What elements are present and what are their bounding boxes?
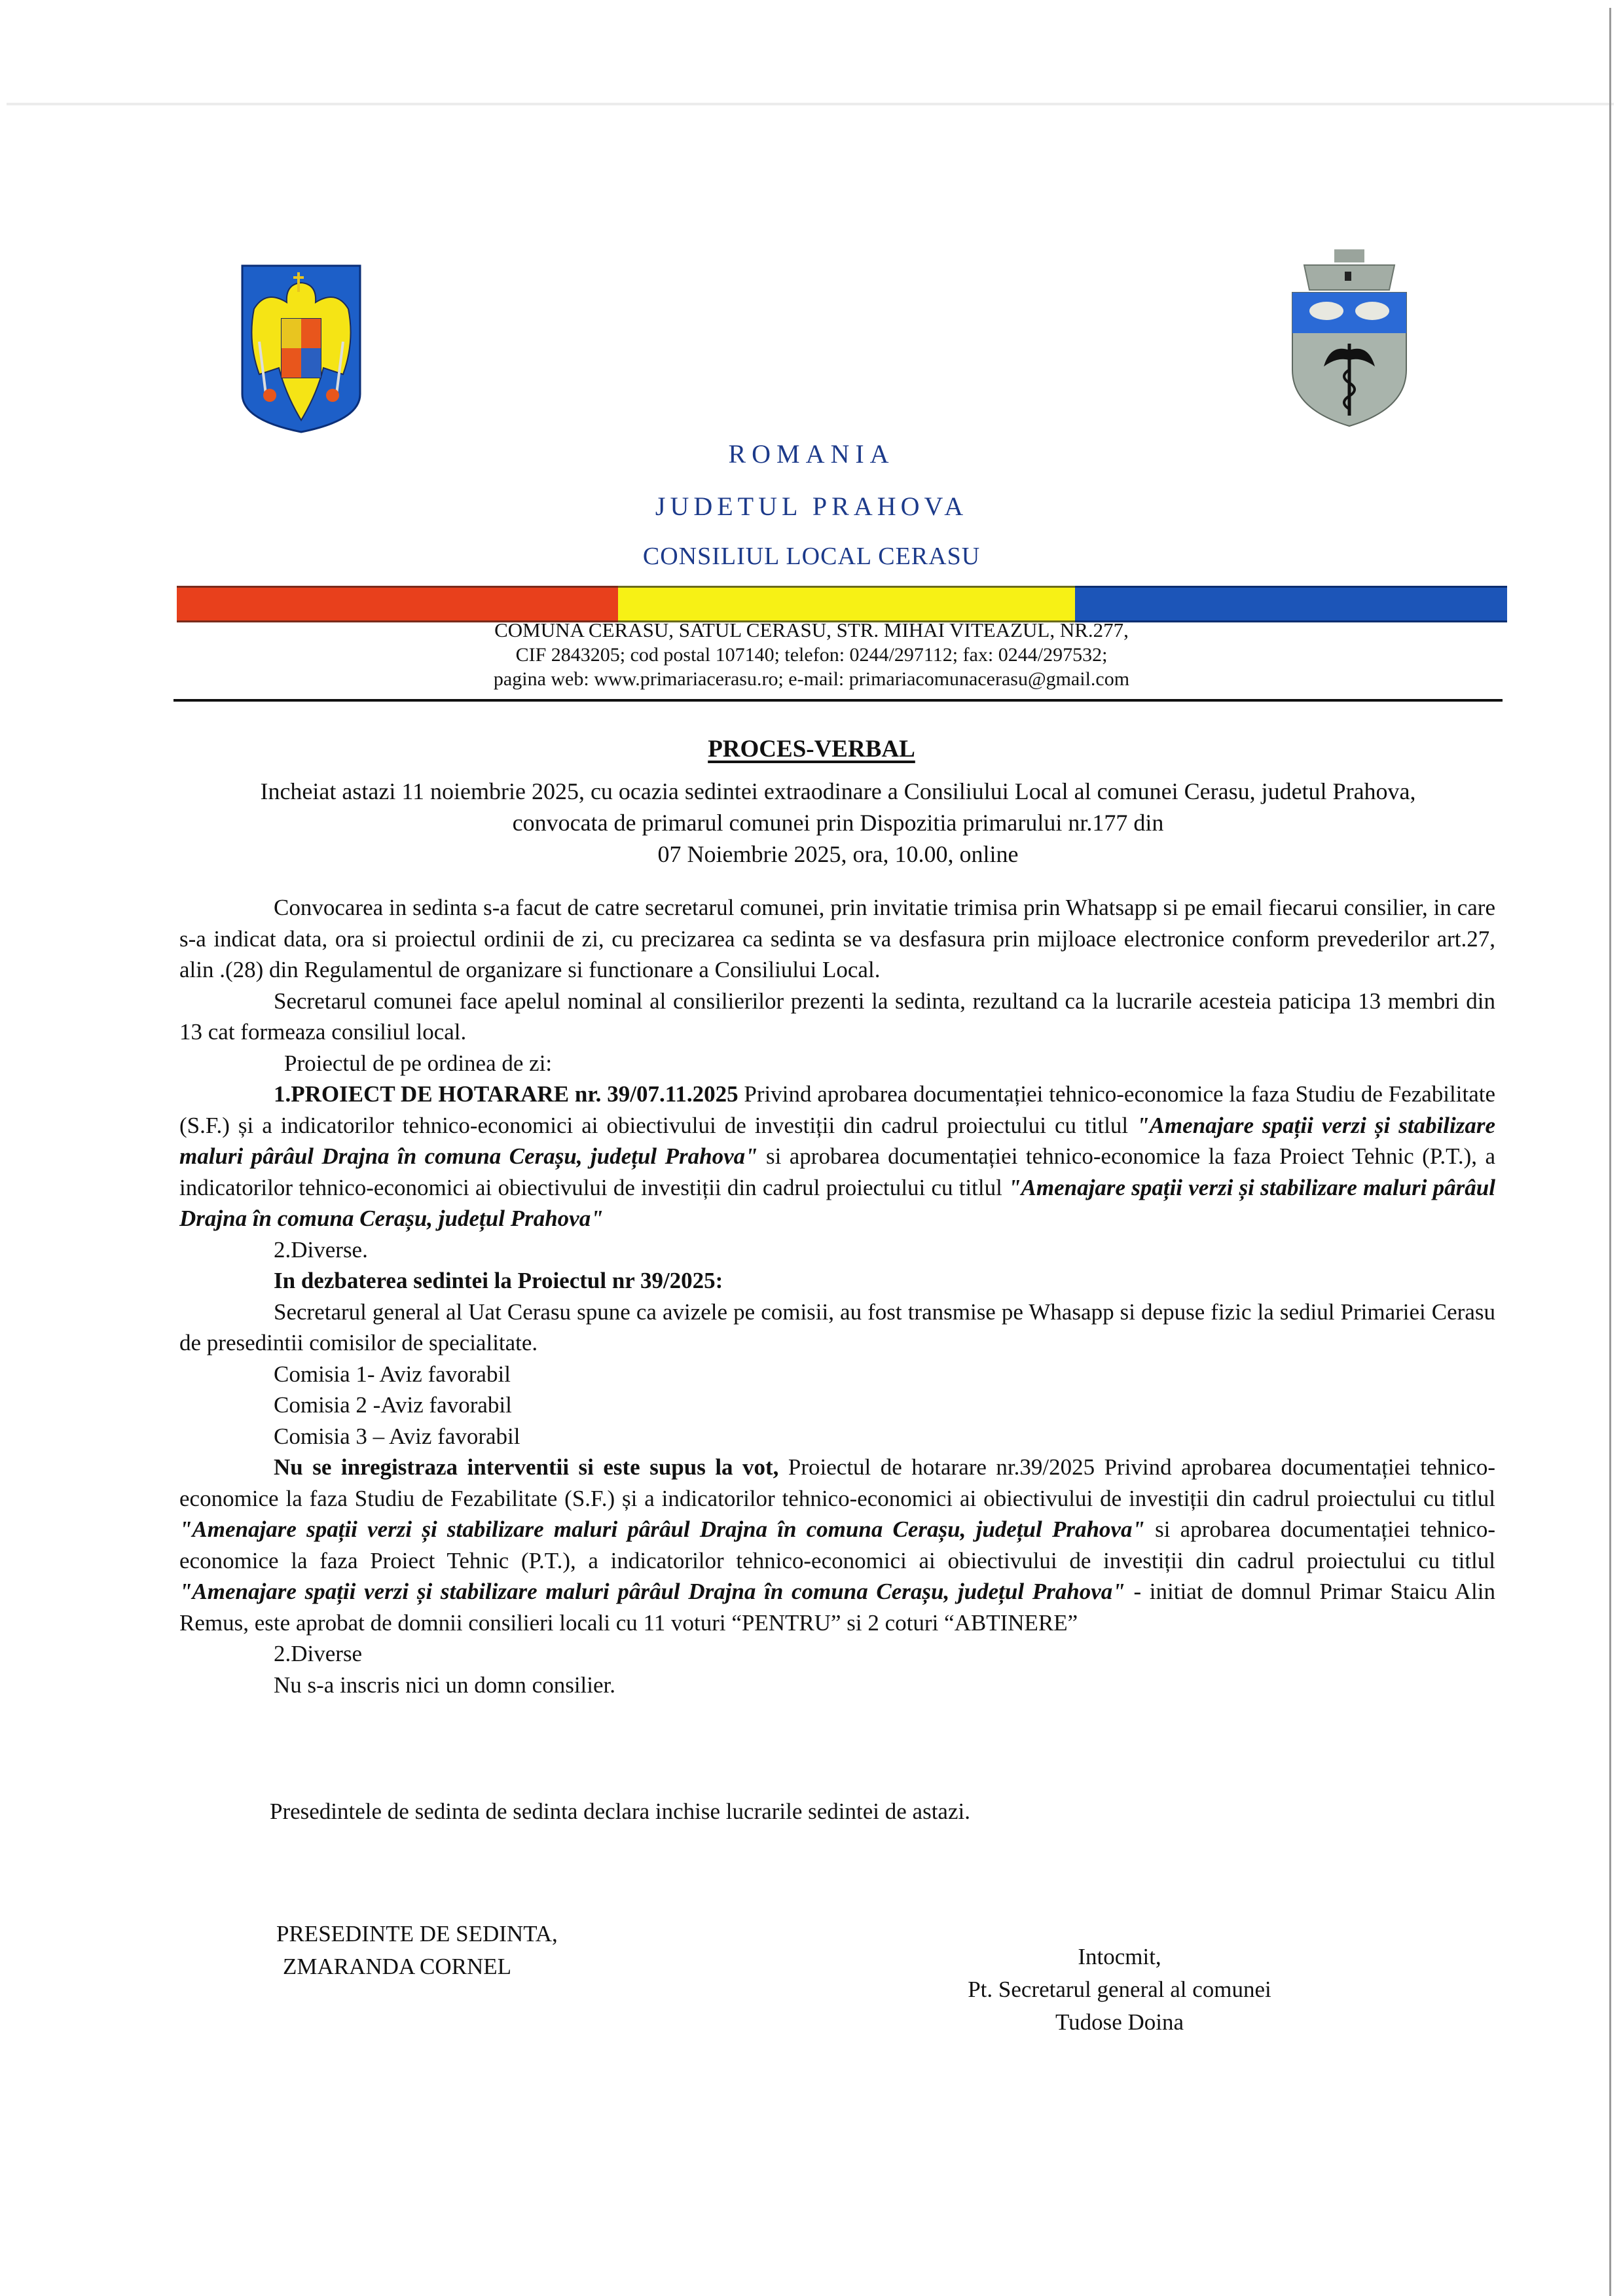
header-country: ROMANIA — [728, 439, 895, 469]
signature-secretary-name: Tudose Doina — [1055, 2009, 1184, 2035]
project-title: "Amenajare spații verzi și stabilizare maluri pârâul Drajna în comuna Cerașu, județul Prahova" — [179, 1174, 1495, 1231]
signature-secretary-title: Pt. Secretarul general al comunei — [968, 1977, 1271, 2002]
project-title: "Amenajare spații verzi și stabilizare maluri pârâul Drajna în comuna Cerașu, județul Prahova" — [179, 1579, 1125, 1604]
agenda-item-2-repeat: 2.Diverse — [274, 1641, 363, 1666]
document-body — [179, 892, 1495, 1700]
header-council: CONSILIUL LOCAL CERASU — [642, 543, 981, 570]
scan-edge-line — [7, 103, 1614, 105]
paragraph-avize: Secretarul general al Uat Cerasu spune ca avizele pe comisii, au fost transmise pe Whasapp si depuse fizic la sediul Primariei Cerasu de presedintii comisilor de specialitate. — [179, 1299, 1495, 1355]
intro-line: convocata de primarul comunei prin Dispozitia primarului nr.177 din — [512, 810, 1164, 836]
debate-heading: In dezbaterea sedintei la Proiectul nr 39/2025: — [274, 1268, 723, 1293]
signature-president — [276, 1918, 558, 1983]
scan-edge-line — [1609, 8, 1611, 2296]
intro-line: 07 Noiembrie 2025, ora, 10.00, online — [657, 841, 1019, 867]
project-title: "Amenajare spații verzi și stabilizare maluri pârâul Drajna în comuna Cerașu, județul Prahova" — [179, 1112, 1495, 1169]
header-divider — [173, 699, 1503, 702]
agenda-heading: Proiectul de pe ordinea de zi: — [284, 1050, 553, 1076]
agenda-item-2: 2.Diverse. — [274, 1236, 368, 1263]
commission-opinion: Comisia 3 – Aviz favorabil — [274, 1423, 520, 1449]
paragraph-apel: Secretarul comunei face apelul nominal al consilierilor prezenti la sedinta, rezultand ca la lucrarile acesteia paticipa 13 membri din 13 cat formeaza consiliul local. — [179, 988, 1495, 1045]
no-speakers: Nu s-a inscris nici un domn consilier. — [274, 1672, 616, 1698]
contact-line: CIF 2843205; cod postal 107140; telefon: 0244/297112; fax: 0244/297532; — [515, 644, 1108, 666]
signature-secretary — [936, 1941, 1303, 2039]
signature-president-title: PRESEDINTE DE SEDINTA, — [276, 1921, 558, 1946]
romania-coat-of-arms-icon — [240, 263, 363, 435]
tricolor-banner — [177, 586, 1507, 619]
document-intro — [164, 776, 1512, 870]
web-line: pagina web: www.primariacerasu.ro; e-mail: primariacomunacerasu@gmail.com — [493, 668, 1130, 690]
intro-line: Incheiat astazi 11 noiembrie 2025, cu ocazia sedintei extraodinare a Consiliului Local al comunei Cerasu, judetul Prahova, — [260, 778, 1416, 804]
agenda-item-1-label: 1.PROIECT DE HOTARARE nr. 39/07.11.2025 — [274, 1081, 739, 1107]
vote-lead: Nu se inregistraza interventii si este supus la vot, — [274, 1454, 779, 1480]
signature-secretary-label: Intocmit, — [1078, 1944, 1161, 1969]
address-line: COMUNA CERASU, SATUL CERASU, STR. MIHAI VITEAZUL, NR.277, — [494, 619, 1129, 641]
paragraph-convocare: Convocarea in sedinta s-a facut de catre secretarul comunei, prin invitatie trimisa prin Whatsapp si pe email fiecarui consilier, in care s-a indicat data, ora si proiectul ordinii de zi, cu precizarea ca sedinta se va desfasura prin mijloace electronice conform prevederilor art.27, alin .(28) din Regulamentul de organizare si functionare a Consiliului Local. — [179, 895, 1495, 982]
agenda-item-1: 1.PROIECT DE HOTARARE nr. 39/07.11.2025 Privind aprobarea documentației tehnico-economice la faza Studiu de Fezabilitate (S.F.) și a indicatorilor tehnico-economici ai obiectivului de investiții din cadrul proiectului cu titlul "Amenajare spații verzi și stabilizare maluri pârâul Drajna în comuna Cerașu, județul Prahova" si aprobarea documentației tehnico-economice la faza Proiect Tehnic (P.T.), a indicatorilor tehnico-economici ai obiectivului de investiții din cadrul proiectului cu titlul "Amenajare spații verzi și stabilizare maluri pârâul Drajna în comuna Cerașu, județul Prahova" — [179, 1081, 1495, 1231]
project-title: "Amenajare spații verzi și stabilizare maluri pârâul Drajna în comuna Cerașu, județul Prahova" — [179, 1516, 1145, 1542]
document-title: PROCES-VERBAL — [708, 736, 915, 762]
closing-statement: Presedintele de sedinta de sedinta declara inchise lucrarile sedintei de astazi. — [270, 1799, 970, 1824]
paragraph-vote: Nu se inregistraza interventii si este supus la vot, Proiectul de hotarare nr.39/2025 Privind aprobarea documentației tehnico-economice la faza Studiu de Fezabilitate (S.F.) și a indicatorilor tehnico-economici ai obiectivului de investiții din cadrul proiectului cu titlul "Amenajare spații verzi și stabilizare maluri pârâul Drajna în comuna Cerașu, județul Prahova" si aprobarea documentației tehnico-economice la faza Proiect Tehnic (P.T.), a indicatorilor tehnico-economici ai obiectivului de investiții din cadrul proiectului cu titlul "Amenajare spații verzi și stabilizare maluri pârâul Drajna în comuna Cerașu, județul Prahova" - initiat de domnul Primar Staicu Alin Remus, este aprobat de domnii consilieri locali cu 11 voturi “PENTRU” si 2 coturi “ABTINERE” — [179, 1454, 1495, 1636]
signature-president-name: ZMARANDA CORNEL — [283, 1954, 512, 1979]
commission-opinion: Comisia 1- Aviz favorabil — [274, 1361, 511, 1387]
cerasu-coat-of-arms-icon — [1285, 245, 1414, 429]
commission-opinion: Comisia 2 -Aviz favorabil — [274, 1392, 512, 1418]
header-county: JUDETUL PRAHOVA — [655, 492, 968, 521]
vote-result: - initiat de domnul Primar Staicu Alin Remus, este aprobat de domnii consilieri locali cu 11 voturi “PENTRU” si 2 coturi “ABTINERE” — [179, 1579, 1495, 1636]
